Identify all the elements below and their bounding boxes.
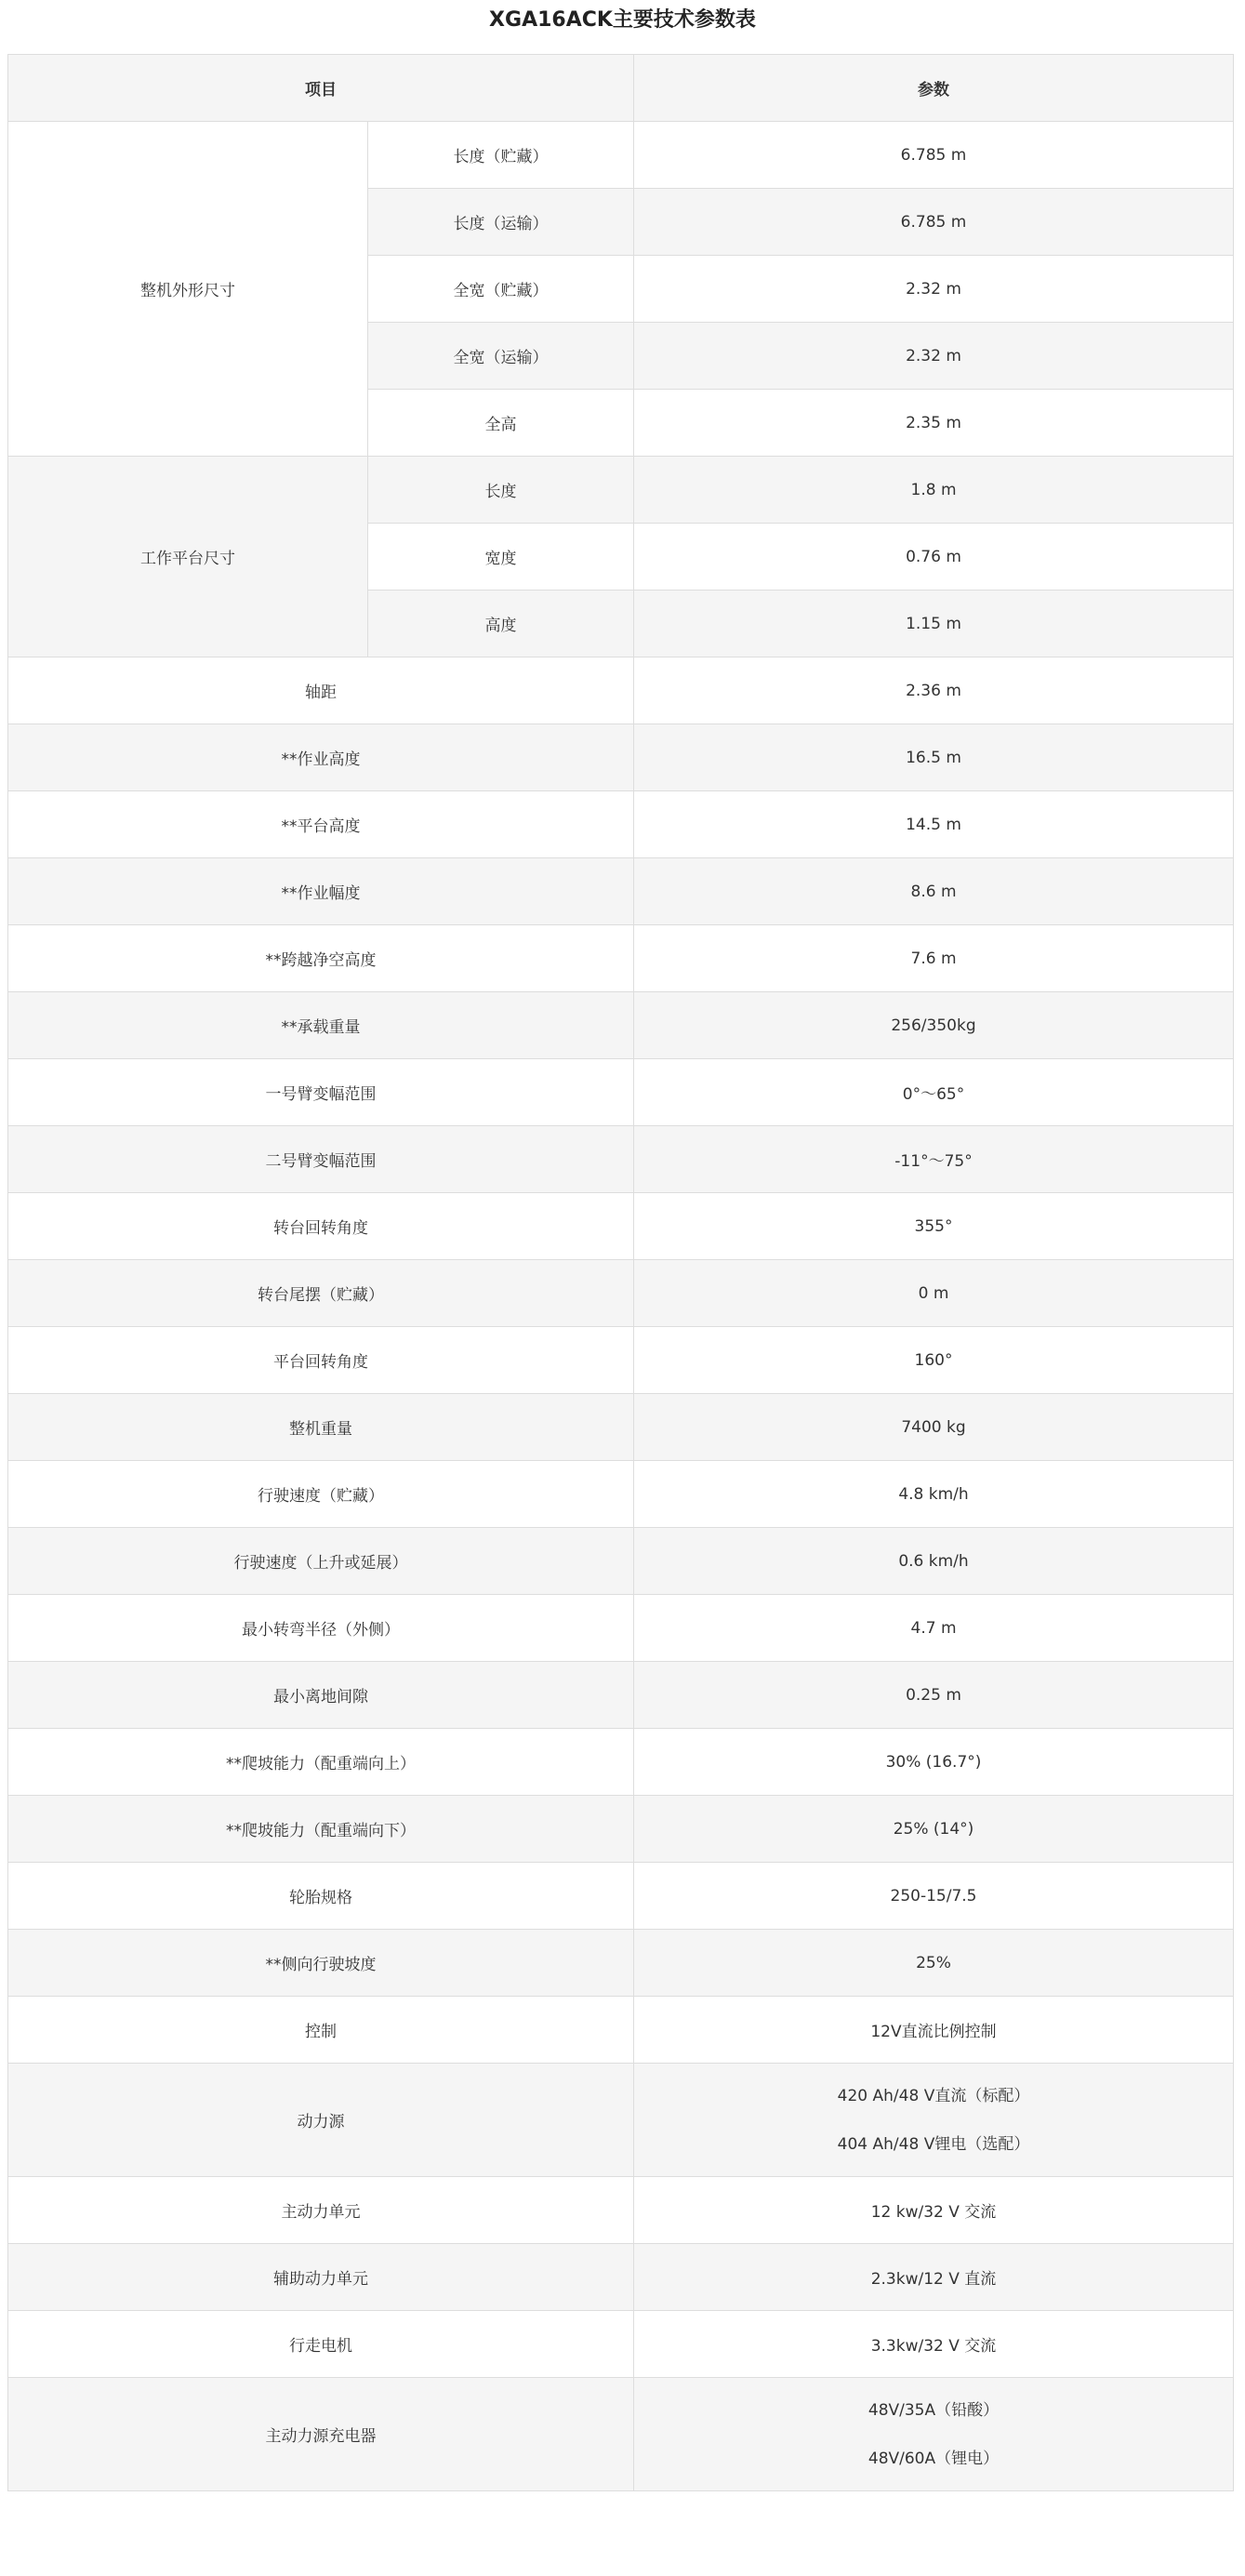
row-label: **作业幅度 — [8, 858, 634, 925]
row-label: 高度 — [368, 591, 634, 657]
row-value: 2.35 m — [634, 390, 1234, 457]
table-row — [8, 1126, 1234, 1193]
table-row — [8, 1260, 1234, 1327]
row-label: 长度 — [368, 457, 634, 524]
row-value: 2.32 m — [634, 323, 1234, 390]
table-row — [8, 1059, 1234, 1126]
row-value-multi — [634, 2378, 1234, 2491]
row-label: **作业高度 — [8, 724, 634, 791]
row-value: 2.36 m — [634, 657, 1234, 724]
table-row — [8, 457, 1234, 524]
row-value: 6.785 m — [634, 122, 1234, 189]
row-label: **爬坡能力（配重端向下） — [8, 1796, 634, 1863]
row-value: 0 m — [634, 1260, 1234, 1327]
row-value-multi — [634, 2064, 1234, 2177]
row-label: 行走电机 — [8, 2311, 634, 2378]
row-value: 2.3kw/12 V 直流 — [634, 2244, 1234, 2311]
row-label: **侧向行驶坡度 — [8, 1930, 634, 1997]
row-label: 转台回转角度 — [8, 1193, 634, 1260]
row-value: 0.25 m — [634, 1662, 1234, 1729]
row-value: -11°～75° — [634, 1126, 1234, 1193]
table-row — [8, 1729, 1234, 1796]
group-label-dimensions: 整机外形尺寸 — [8, 122, 368, 457]
row-value: 14.5 m — [634, 791, 1234, 858]
row-label: 轮胎规格 — [8, 1863, 634, 1930]
table-row — [8, 858, 1234, 925]
row-label: 主动力源充电器 — [8, 2378, 634, 2491]
row-label: 最小离地间隙 — [8, 1662, 634, 1729]
table-row — [8, 1528, 1234, 1595]
row-value: 2.32 m — [634, 256, 1234, 323]
row-value: 355° — [634, 1193, 1234, 1260]
table-row — [8, 1997, 1234, 2064]
row-value: 25% — [634, 1930, 1234, 1997]
table-header-row — [8, 55, 1234, 122]
row-value: 16.5 m — [634, 724, 1234, 791]
table-row — [8, 1595, 1234, 1662]
table-row — [8, 925, 1234, 992]
table-row — [8, 2064, 1234, 2177]
row-label: **爬坡能力（配重端向上） — [8, 1729, 634, 1796]
row-value: 160° — [634, 1327, 1234, 1394]
row-label: 一号臂变幅范围 — [8, 1059, 634, 1126]
table-row — [8, 2177, 1234, 2244]
row-label: 长度（贮藏） — [368, 122, 634, 189]
row-value: 256/350kg — [634, 992, 1234, 1059]
row-value: 7.6 m — [634, 925, 1234, 992]
row-label: 最小转弯半径（外侧） — [8, 1595, 634, 1662]
table-row — [8, 1863, 1234, 1930]
row-value: 12V直流比例控制 — [634, 1997, 1234, 2064]
value-line: 404 Ah/48 V锂电（选配） — [837, 2134, 1030, 2154]
row-value: 6.785 m — [634, 189, 1234, 256]
header-item: 项目 — [8, 55, 634, 122]
row-value: 0°～65° — [634, 1059, 1234, 1126]
table-row — [8, 2244, 1234, 2311]
row-label: 主动力单元 — [8, 2177, 634, 2244]
row-value: 1.15 m — [634, 591, 1234, 657]
row-label: 轴距 — [8, 657, 634, 724]
value-line: 48V/35A（铅酸） — [868, 2400, 1000, 2420]
row-label: 全高 — [368, 390, 634, 457]
row-value: 0.76 m — [634, 524, 1234, 591]
row-value: 4.7 m — [634, 1595, 1234, 1662]
row-label: 全宽（贮藏） — [368, 256, 634, 323]
table-row — [8, 791, 1234, 858]
spec-table — [7, 54, 1234, 2491]
row-value: 30% (16.7°) — [634, 1729, 1234, 1796]
row-label: 长度（运输） — [368, 189, 634, 256]
table-row — [8, 1193, 1234, 1260]
row-label: 行驶速度（贮藏） — [8, 1461, 634, 1528]
row-label: 辅助动力单元 — [8, 2244, 634, 2311]
group-label-platform: 工作平台尺寸 — [8, 457, 368, 657]
row-label: 宽度 — [368, 524, 634, 591]
table-row — [8, 1327, 1234, 1394]
value-line: 48V/60A（锂电） — [868, 2449, 1000, 2468]
row-value: 8.6 m — [634, 858, 1234, 925]
header-param: 参数 — [634, 55, 1234, 122]
row-value: 1.8 m — [634, 457, 1234, 524]
table-row — [8, 992, 1234, 1059]
row-value: 3.3kw/32 V 交流 — [634, 2311, 1234, 2378]
row-label: 整机重量 — [8, 1394, 634, 1461]
page-title: XGA16ACK主要技术参数表 — [489, 8, 756, 32]
row-label: 全宽（运输） — [368, 323, 634, 390]
row-label: 二号臂变幅范围 — [8, 1126, 634, 1193]
table-row — [8, 1930, 1234, 1997]
table-row — [8, 724, 1234, 791]
row-value: 0.6 km/h — [634, 1528, 1234, 1595]
row-label: **承载重量 — [8, 992, 634, 1059]
row-label: 动力源 — [8, 2064, 634, 2177]
table-row — [8, 2378, 1234, 2491]
value-line: 420 Ah/48 V直流（标配） — [837, 2086, 1030, 2105]
row-value: 12 kw/32 V 交流 — [634, 2177, 1234, 2244]
table-row — [8, 1461, 1234, 1528]
table-row — [8, 1662, 1234, 1729]
row-value: 25% (14°) — [634, 1796, 1234, 1863]
row-value: 4.8 km/h — [634, 1461, 1234, 1528]
row-label: 转台尾摆（贮藏） — [8, 1260, 634, 1327]
table-row — [8, 2311, 1234, 2378]
table-row — [8, 122, 1234, 189]
table-row — [8, 1394, 1234, 1461]
table-row — [8, 657, 1234, 724]
row-label: **跨越净空高度 — [8, 925, 634, 992]
row-label: **平台高度 — [8, 791, 634, 858]
row-label: 控制 — [8, 1997, 634, 2064]
row-value: 250-15/7.5 — [634, 1863, 1234, 1930]
row-label: 行驶速度（上升或延展） — [8, 1528, 634, 1595]
table-row — [8, 1796, 1234, 1863]
row-label: 平台回转角度 — [8, 1327, 634, 1394]
row-value: 7400 kg — [634, 1394, 1234, 1461]
